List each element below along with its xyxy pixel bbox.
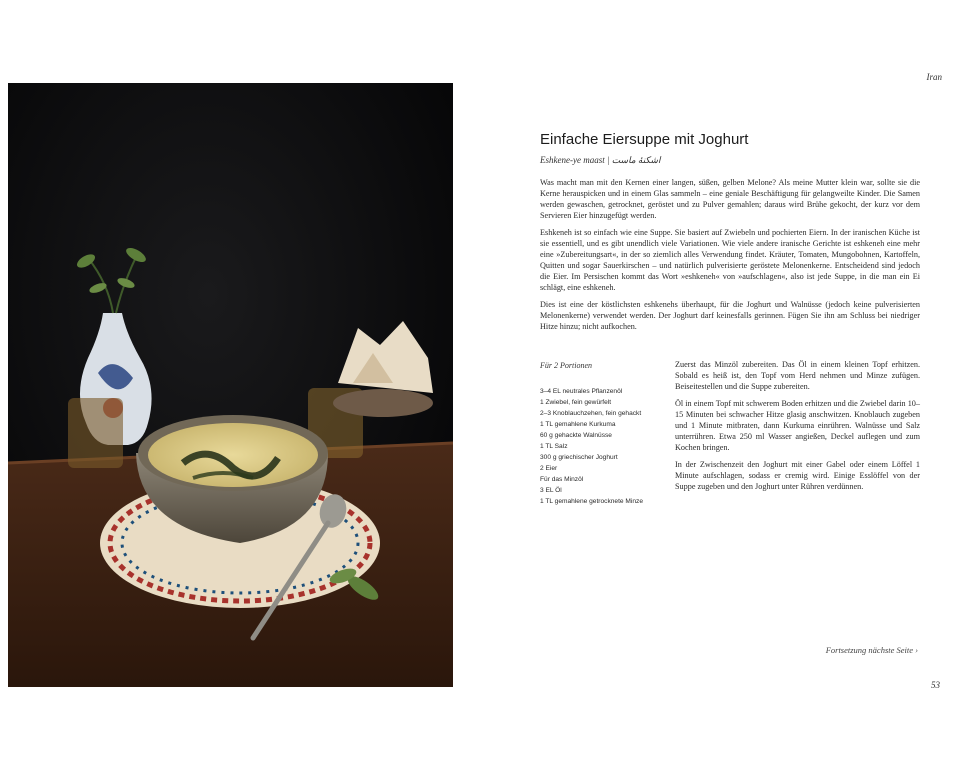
section-label: Iran [926, 72, 942, 82]
recipe-method [675, 359, 920, 498]
ingredient-item: 300 g griechischer Joghurt [540, 454, 618, 461]
ingredient-item: 2 Eier [540, 465, 558, 472]
recipe-title: Einfache Eiersuppe mit Joghurt [540, 131, 749, 148]
ingredient-item: 3–4 EL neutrales Pflanzenöl [540, 388, 623, 395]
continued-note: Fortsetzung nächste Seite › [825, 645, 918, 655]
ingredient-item: 1 TL gemahlene Kurkuma [540, 421, 616, 428]
portions-label: Für 2 Portionen [540, 361, 592, 370]
ingredient-item: 1 TL Salz [540, 443, 568, 450]
ingredient-item: 1 Zwiebel, fein gewürfelt [540, 399, 612, 406]
ingredient-item: 60 g gehackte Walnüsse [540, 432, 612, 439]
ingredient-list [540, 386, 660, 507]
ingredient-subheading: Für das Minzöl [540, 476, 584, 483]
page-number: 53 [931, 680, 940, 690]
intro-paragraph: Was macht man mit den Kernen einer langen, süßen, gelben Melone? Als meine Mutter klein war, sollte sie die Kerne herauspicken und in einem Glas sammeln – eine geniale Beschäftigung für gelangweilte Kinder. Die Samen werden gewaschen, getrocknet, geröstet und zu Pulver gemahlen; daraus wird Brühe gekocht, der kurz vor dem Servieren Eier hinzugefügt werden. [540, 178, 920, 220]
ingredient-item: 3 EL Öl [540, 487, 562, 494]
recipe-intro [540, 177, 920, 338]
intro-paragraph: Dies ist eine der köstlichsten eshkenehs überhaupt, für die Joghurt und Walnüsse (jedoch keine pulverisierten Melonenkerne) verwendet werden. Der Joghurt darf keinesfalls gerinnen. Fügen Sie ihn am Schluss bei niedriger Hitze hinzu; nicht aufkochen. [540, 300, 920, 331]
method-step: Öl in einem Topf mit schwerem Boden erhitzen und die Zwiebel darin 10–15 Minuten bei schwacher Hitze glasig anschwitzen. Knoblauch zugeben und 1 Minute mitbraten, dann Kurkuma einrühren. Walnüsse und Salz unterrühren. Etwa 250 ml Wasser angießen, Deckel auflegen und zum Kochen bringen. [675, 399, 920, 452]
soup-photo [8, 83, 453, 687]
recipe-subtitle: Eshkene-ye maast | اشکنهٔ ماست [540, 155, 661, 165]
intro-paragraph: Eshkeneh ist so einfach wie eine Suppe. Sie basiert auf Zwiebeln und pochierten Eiern. In der iranischen Küche ist sie essentiell, und es gibt unendlich viele Variationen. Wie viele andere iranische Gerichte ist eshkeneh eine mehr eine »Zubereitungsart«, in der so ziemlich alles Verwendung findet. Kräuter, Tomaten, Mungobohnen, Kartoffeln, Quitten und sogar Sauerkirschen – und natürlich pulverisierte geröstete Melonenkerne. Entscheidend sind jedoch die Eier. Im Persischen kommt das Wort »eshkeneh« von »aufschlagen«, also ist jede Suppe, in die man ein Ei schlägt, eine eshkeneh. [540, 228, 920, 292]
method-step: In der Zwischenzeit den Joghurt mit einer Gabel oder einem Löffel 1 Minute aufschlagen, sodass er cremig wird. Einige Esslöffel von der Suppe zugeben und den Joghurt unter Rühren verdünnen. [675, 460, 920, 491]
method-step: Zuerst das Minzöl zubereiten. Das Öl in einem kleinen Topf erhitzen. Sobald es heiß ist, den Topf vom Herd nehmen und Minze zufügen. Beiseitestellen und die Suppe zubereiten. [675, 360, 920, 391]
ingredient-item: 2–3 Knoblauchzehen, fein gehackt [540, 410, 642, 417]
ingredient-item: 1 TL gemahlene getrocknete Minze [540, 498, 643, 505]
